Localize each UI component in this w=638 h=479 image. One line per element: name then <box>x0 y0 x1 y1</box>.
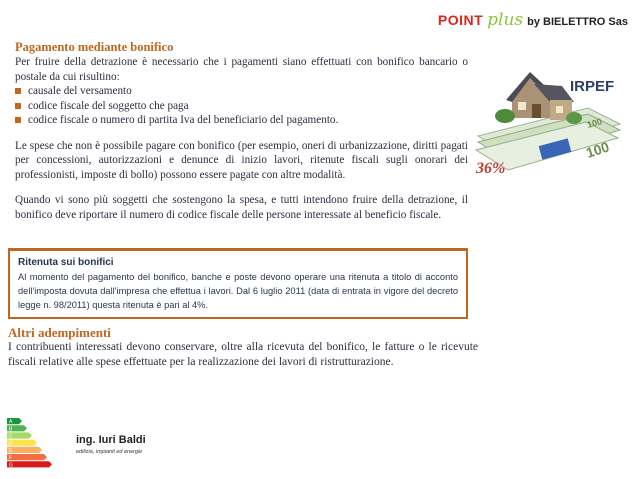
requirements-list <box>15 84 468 128</box>
svg-text:100: 100 <box>585 116 604 130</box>
energy-class-bar <box>7 454 47 460</box>
alternative-payments-paragraph: Le spese che non è possibile pagare con bonifico (per esempio, oneri di urbanizzazione, diritti pagati per concessioni, autorizzazioni e denunce di inizio lavori, ritenute fiscali sugli onorari dei professionisti, imposte di bollo) possono essere pagate con altre modalità. <box>15 139 468 181</box>
author-block <box>76 434 146 455</box>
energy-class-label: B <box>9 426 13 433</box>
other-obligations-section <box>8 325 478 370</box>
energy-class-bar <box>7 461 52 467</box>
list-item <box>15 99 468 114</box>
percent-label: 36% <box>476 160 506 177</box>
ritenuta-text: Al momento del pagamento del bonifico, banche e poste devono operare una ritenuta a titolo di acconto dell'imposta dovuta dall'impresa che effettua i lavori. Dal 6 luglio 2011 (data di entrata in vigore del decreto legge n. 98/2011) questa ritenuta è pari al 4%. <box>18 272 458 310</box>
energy-rating-scale <box>5 412 65 470</box>
payment-heading: Pagamento mediante bonifico <box>15 40 174 54</box>
brand-logo <box>438 10 628 30</box>
list-item-text: codice fiscale del soggetto che paga <box>28 99 189 112</box>
multiple-payers-paragraph: Quando vi sono più soggetti che sostengono la spesa, e tutti intendono fruire della detrazione, il bonifico deve riportare il numero di codice fiscale delle persone interessate al beneficio fiscale. <box>15 194 468 221</box>
other-obligations-text: I contribuenti interessati devono conservare, oltre alla ricevuta del bonifico, le fatture o le ricevute fiscali relative alle spese effettuate per la realizzazione dei lavori di ristrutturazione. <box>8 341 478 368</box>
energy-class-label: D <box>9 440 13 447</box>
svg-text:100: 100 <box>583 138 612 161</box>
energy-class-icon <box>5 412 65 470</box>
ritenuta-box <box>8 248 468 319</box>
other-obligations-heading: Altri adempimenti <box>8 325 111 340</box>
payment-section <box>15 40 468 222</box>
energy-class-label: C <box>9 433 13 440</box>
bullet-square-icon <box>15 88 21 94</box>
author-name: ing. Iuri Baldi <box>76 434 146 446</box>
list-item-text: causale del versamento <box>28 85 132 97</box>
irpef-label: IRPEF <box>570 78 615 95</box>
bullet-square-icon <box>15 117 21 123</box>
energy-class-label: E <box>9 448 13 454</box>
irpef-illustration <box>470 58 630 188</box>
brand-by-text: by BIELETTRO Sas <box>527 16 628 28</box>
ritenuta-heading: Ritenuta sui bonifici <box>18 257 114 268</box>
list-item <box>15 84 468 99</box>
list-item <box>15 113 468 128</box>
energy-class-label: A <box>9 419 13 426</box>
energy-class-label: G <box>9 462 13 469</box>
energy-class-label: F <box>9 455 13 462</box>
payment-intro: Per fruire della detrazione è necessario che i pagamenti siano effettuati con bonifico bancario o postale da cui risultino: <box>15 56 468 83</box>
brand-plus-text: plus <box>487 10 524 30</box>
list-item-text: codice fiscale o numero di partita Iva del beneficiario del pagamento. <box>28 114 339 126</box>
brand-point-text: POINT <box>437 12 484 28</box>
author-subtitle: edilizia, impianti ed energie <box>76 449 143 455</box>
bullet-square-icon <box>15 103 21 109</box>
